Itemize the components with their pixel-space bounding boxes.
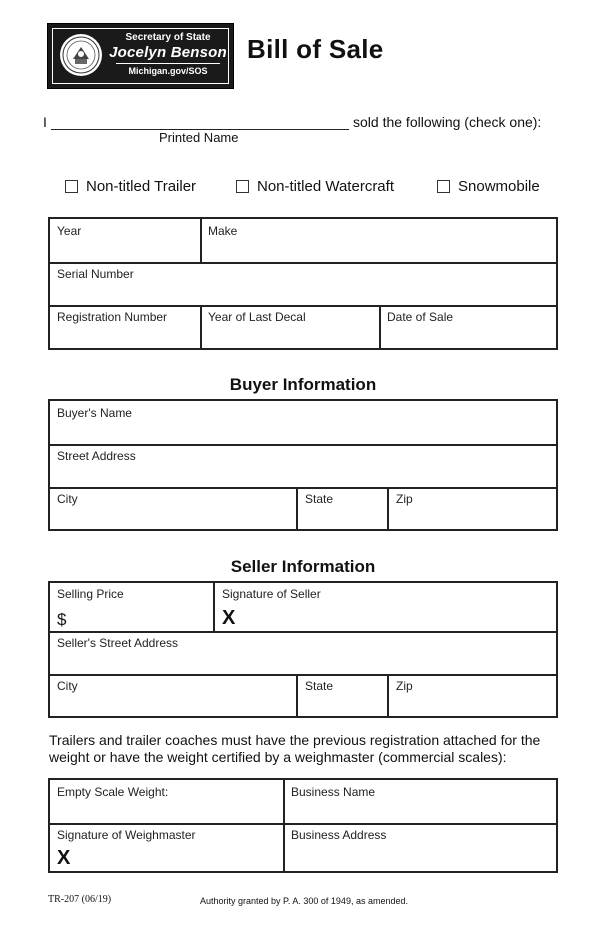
authority-statement: Authority granted by P. A. 300 of 1949, as amended. [200, 896, 408, 906]
weighmaster-note: Trailers and trailer coaches must have the previous registration attached for the weight or have the weight certified by a weighmaster (commercial scales): [49, 732, 541, 765]
seller-info-table [48, 581, 558, 718]
statement-prefix: I [43, 114, 47, 130]
buyer-section-title: Buyer Information [229, 375, 377, 394]
field-signature-of-seller[interactable]: Signature of Seller [222, 587, 321, 601]
field-buyer-city[interactable]: City [57, 492, 78, 506]
field-selling-price[interactable]: Selling Price [57, 587, 124, 601]
field-buyer-zip[interactable]: Zip [396, 492, 413, 506]
michigan-seal-icon [58, 32, 104, 78]
field-business-address[interactable]: Business Address [291, 828, 387, 842]
field-buyer-street-address[interactable]: Street Address [57, 449, 136, 463]
vehicle-info-table [48, 217, 558, 350]
signature-mark: X [222, 607, 236, 629]
weighmaster-table [48, 778, 558, 873]
field-signature-of-weighmaster[interactable]: Signature of Weighmaster [57, 828, 196, 842]
option-label: Snowmobile [458, 178, 540, 195]
option-non-titled-trailer[interactable] [65, 178, 196, 195]
field-year[interactable]: Year [57, 224, 82, 238]
printed-name-caption: Printed Name [159, 130, 239, 145]
signature-mark: X [57, 847, 71, 869]
checkbox-icon[interactable] [236, 180, 249, 193]
field-date-of-sale[interactable]: Date of Sale [387, 310, 454, 324]
field-business-name[interactable]: Business Name [291, 785, 376, 799]
checkbox-icon[interactable] [437, 180, 450, 193]
buyer-info-table [48, 399, 558, 531]
logo-line-website: Michigan.gov/SOS [128, 66, 208, 76]
field-year-of-last-decal[interactable]: Year of Last Decal [208, 310, 306, 324]
logo-line-office: Secretary of State [125, 32, 211, 43]
option-label: Non-titled Watercraft [257, 178, 394, 195]
field-serial-number[interactable]: Serial Number [57, 267, 134, 281]
page-title: Bill of Sale [247, 34, 384, 64]
form-number: TR-207 (06/19) [48, 894, 112, 905]
statement-suffix: sold the following (check one): [353, 114, 542, 130]
option-snowmobile[interactable] [437, 178, 540, 195]
option-label: Non-titled Trailer [86, 178, 197, 195]
sos-logo [48, 24, 233, 88]
field-make[interactable]: Make [208, 224, 238, 238]
field-buyer-name[interactable]: Buyer's Name [57, 406, 132, 420]
dollar-sign: $ [57, 610, 67, 629]
field-registration-number[interactable]: Registration Number [57, 310, 168, 324]
field-seller-city[interactable]: City [57, 679, 78, 693]
field-buyer-state[interactable]: State [305, 492, 334, 506]
field-seller-street-address[interactable]: Seller's Street Address [57, 636, 179, 650]
checkbox-icon[interactable] [65, 180, 78, 193]
field-empty-scale-weight[interactable]: Empty Scale Weight: [57, 785, 169, 799]
option-non-titled-watercraft[interactable] [236, 178, 394, 195]
field-seller-zip[interactable]: Zip [396, 679, 413, 693]
seller-section-title: Seller Information [230, 557, 376, 576]
field-seller-state[interactable]: State [305, 679, 334, 693]
logo-line-name: Jocelyn Benson [109, 44, 227, 61]
